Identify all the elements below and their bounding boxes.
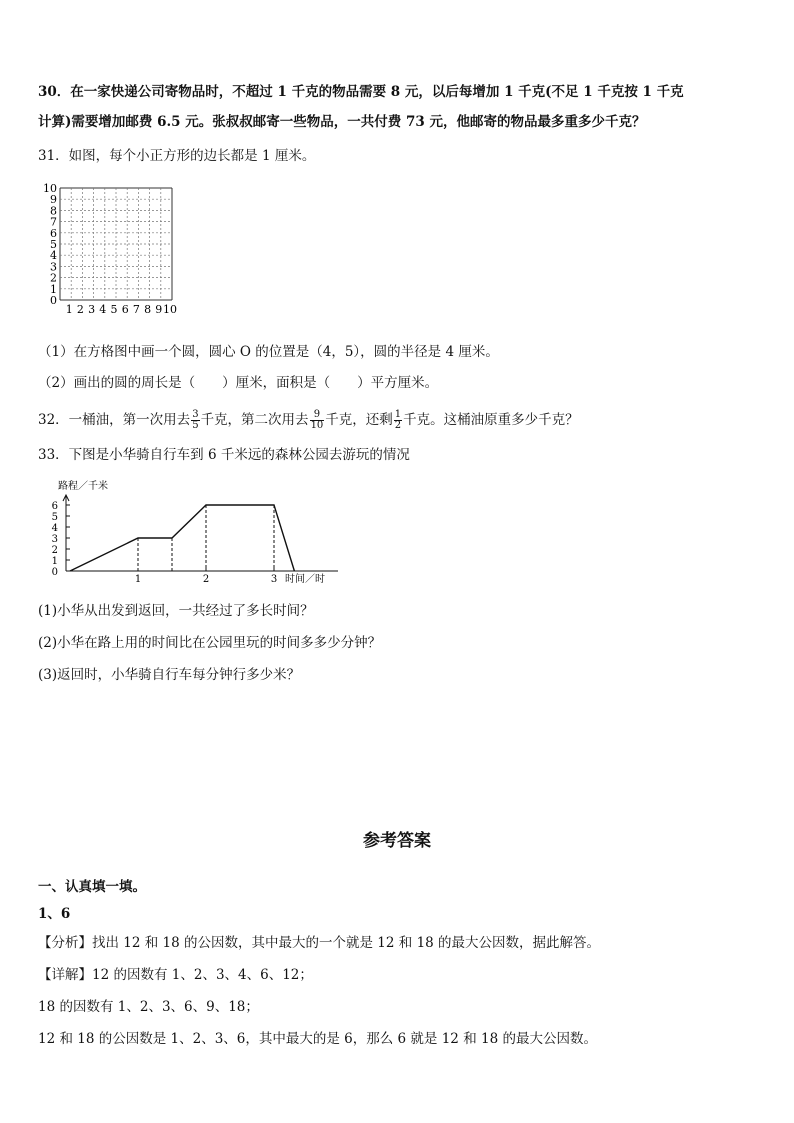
q32-text-d: 千克。这桶油原重多少千克？ xyxy=(403,412,579,428)
grid-y-tick-label: 6 xyxy=(50,226,57,240)
fraction-nine-tenths: $\frac{9}{10}$ xyxy=(310,409,324,431)
grid-y-tick-label: 5 xyxy=(50,238,57,251)
q31-part1: （1）在方格图中画一个圆，圆心 O 的位置是（4，5），圆的半径是 4 厘米。 xyxy=(38,344,499,360)
grid-y-tick-label: 1 xyxy=(50,282,57,296)
grid-y-tick-label: 7 xyxy=(50,215,57,229)
chart-series-line xyxy=(70,505,294,571)
grid-y-tick-label: 2 xyxy=(50,271,57,285)
q32-text-c: 千克，还剩 xyxy=(325,412,393,428)
grid-x-tick-label: 8 xyxy=(144,303,152,316)
grid-y-labels xyxy=(43,182,57,307)
grid-y-tick-label: 3 xyxy=(50,260,57,274)
grid-y-tick-label: 8 xyxy=(50,204,57,218)
fraction-three-fifths: $\frac{3}{5}$ xyxy=(192,409,199,431)
grid-x-tick-label: 6 xyxy=(121,303,129,316)
q32-text-a: 32．一桶油，第一次用去 xyxy=(38,412,191,428)
q30-line2: 计算)需要增加邮费 6.5 元。张叔叔邮寄一些物品，一共付费 73 元，他邮寄的物品最多重多少千克？ xyxy=(38,114,646,130)
chart-ticks xyxy=(52,501,278,585)
answers-section-heading: 一、认真填一填。 xyxy=(38,879,146,895)
q32-text-b: 千克，第二次用去 xyxy=(200,412,309,428)
answers-item-1: 1、6 xyxy=(38,906,71,922)
chart-x-tick-label: 1 xyxy=(134,574,142,585)
grid-x-labels xyxy=(66,303,177,316)
grid-x-tick-label: 1 xyxy=(65,303,73,316)
q33-sub3: (3)返回时，小华骑自行车每分钟行多少米？ xyxy=(38,667,301,683)
q33-sub1: (1)小华从出发到返回，一共经过了多长时间？ xyxy=(38,603,314,619)
chart-y-tick-label: 5 xyxy=(51,512,58,523)
q30-line1: 30．在一家快递公司寄物品时，不超过 1 千克的物品需要 8 元，以后每增加 1 千克(不足 1 千克按 1 千克 xyxy=(38,84,684,100)
q32-text xyxy=(38,408,579,432)
answers-factors-18: 18 的因数有 1、2、3、6、9、18； xyxy=(38,999,259,1015)
grid-y-tick-label: 4 xyxy=(50,249,57,263)
answers-conclusion: 12 和 18 的公因数是 1、2、3、6，其中最大的是 6，那么 6 就是 12 和 18 的最大公因数。 xyxy=(38,1031,597,1047)
grid-x-tick-label: 7 xyxy=(132,303,140,316)
grid-y-tick-label: 0 xyxy=(50,294,57,307)
q31-grid-figure xyxy=(38,180,188,325)
chart-x-tick-label: 2 xyxy=(202,574,210,585)
grid-x-tick-label: 5 xyxy=(110,303,118,316)
chart-y-tick-label: 2 xyxy=(51,545,58,556)
q33-distance-time-chart xyxy=(38,476,338,588)
grid-y-tick-label: 9 xyxy=(50,193,57,207)
chart-y-label: 路程／千米 xyxy=(58,481,108,492)
chart-x-label: 时间／时 xyxy=(285,574,325,585)
grid-x-tick-label: 3 xyxy=(88,303,96,316)
q31-intro: 31．如图，每个小正方形的边长都是 1 厘米。 xyxy=(38,148,316,164)
chart-y-tick-label: 6 xyxy=(51,501,58,512)
grid-lines xyxy=(60,188,172,300)
q33-sub2: (2)小华在路上用的时间比在公园里玩的时间多多少分钟？ xyxy=(38,635,382,651)
chart-x-tick-label: 3 xyxy=(270,574,278,585)
answers-title: 参考答案 xyxy=(363,831,431,851)
answers-detail: 【详解】12 的因数有 1、2、3、4、6、12； xyxy=(38,967,313,983)
grid-x-tick-label: 2 xyxy=(76,303,84,316)
answers-analysis: 【分析】找出 12 和 18 的公因数，其中最大的一个就是 12 和 18 的最大公因数，据此解答。 xyxy=(38,935,601,951)
grid-y-tick-label: 10 xyxy=(43,182,57,195)
chart-y-tick-label: 1 xyxy=(51,556,58,567)
chart-y-tick-label: 4 xyxy=(51,523,58,534)
chart-axes xyxy=(63,495,338,571)
fraction-one-half: $\frac{1}{2}$ xyxy=(394,409,402,431)
chart-y-tick-label: 3 xyxy=(51,534,58,545)
q33-intro: 33．下图是小华骑自行车到 6 千米远的森林公园去游玩的情况 xyxy=(38,447,410,463)
chart-origin-label: 0 xyxy=(51,567,58,578)
grid-x-tick-label: 9 xyxy=(155,303,163,316)
grid-x-tick-label: 10 xyxy=(163,303,177,316)
q31-part2: （2）画出的圆的周长是（ ）厘米，面积是（ ）平方厘米。 xyxy=(38,375,439,391)
grid-x-tick-label: 4 xyxy=(99,303,107,316)
